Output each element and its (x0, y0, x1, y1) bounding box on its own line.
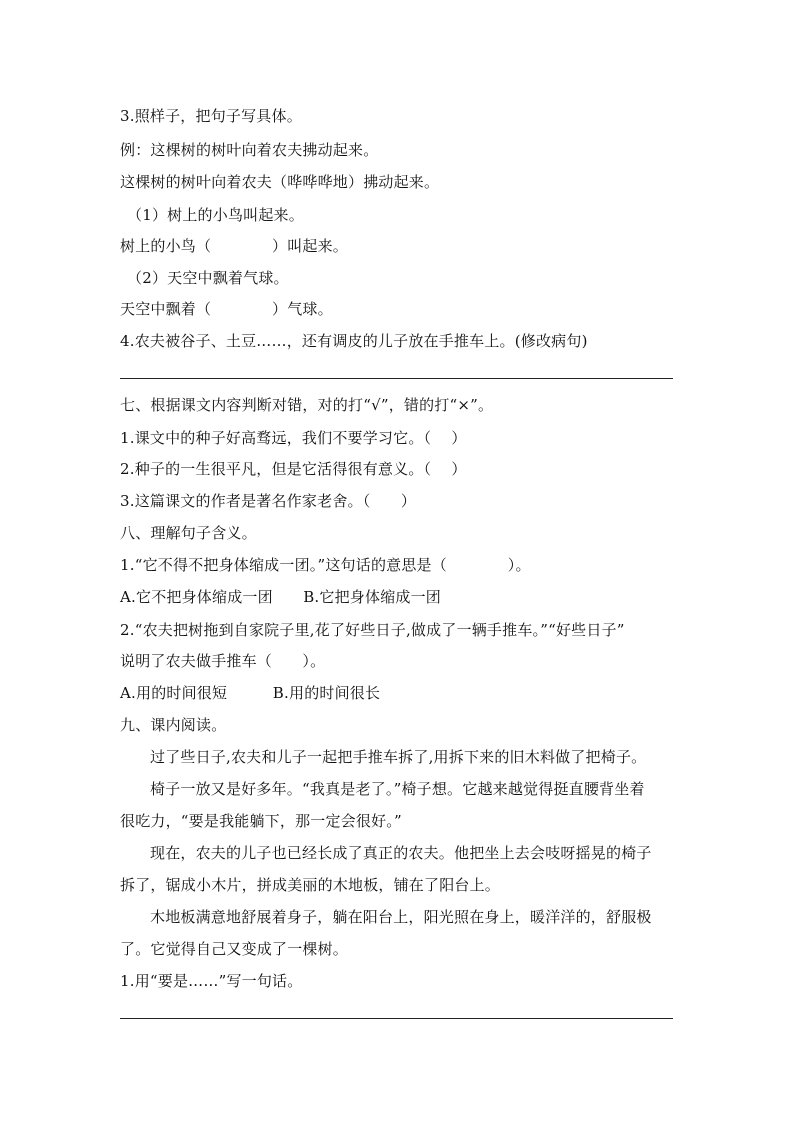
answer-line-2 (120, 1018, 673, 1019)
reading-paragraph-1: 过了些日子,农夫和儿子一起把手推车拆了,用拆下来的旧木料做了把椅子。 (150, 748, 647, 766)
sub-question-2-blank: 天空中飘着（ ）气球。 (120, 300, 333, 318)
question-4-correct-sentence: 4.农夫被谷子、土豆……，还有调皮的儿子放在手推车上。(修改病句) (120, 332, 588, 350)
meaning-question-1: 1.“它不得不把身体缩成一团。”这句话的意思是（ ）。 (120, 556, 531, 574)
reading-paragraph-4-cont: 了。它觉得自己又变成了一棵树。 (120, 940, 349, 958)
reading-paragraph-3: 现在，农夫的儿子也已经长成了真正的农夫。他把坐上去会吱呀摇晃的椅子 (150, 844, 652, 862)
meaning-question-2-options: A.用的时间很短 B.用的时间很长 (120, 684, 381, 702)
meaning-question-2-cont: 说明了农夫做手推车（ ）。 (120, 652, 326, 670)
section-7-heading: 七、根据课文内容判断对错，对的打“√”，错的打“×”。 (120, 396, 494, 414)
meaning-question-1-options: A.它不把身体缩成一团 B.它把身体缩成一团 (120, 588, 441, 606)
section-8-heading: 八、理解句子含义。 (120, 524, 257, 542)
reading-paragraph-2: 椅子一放又是好多年。“我真是老了。”椅子想。它越来越觉得挺直腰背坐着 (150, 780, 645, 798)
reading-paragraph-3-cont: 拆了，锯成小木片，拼成美丽的木地板，铺在了阳台上。 (120, 876, 501, 894)
sub-question-1: （1）树上的小鸟叫起来。 (127, 206, 304, 224)
example-sentence: 例：这棵树的树叶向着农夫拂动起来。 (120, 141, 379, 159)
example-expanded-sentence: 这棵树的树叶向着农夫（哗哗哗地）拂动起来。 (120, 173, 440, 191)
section-9-heading: 九、课内阅读。 (120, 716, 227, 734)
judge-item-2: 2.种子的一生很平凡，但是它活得很有意义。（ ） (120, 460, 467, 478)
sub-question-2: （2）天空中飘着气球。 (127, 269, 289, 287)
sub-question-1-blank: 树上的小鸟（ ）叫起来。 (120, 237, 349, 255)
judge-item-3: 3.这篇课文的作者是著名作家老舍。（ ） (120, 492, 417, 510)
answer-line-1 (120, 378, 673, 379)
reading-paragraph-4: 木地板满意地舒展着身子，躺在阳台上，阳光照在身上，暖洋洋的，舒服极 (150, 908, 652, 926)
judge-item-1: 1.课文中的种子好高骛远，我们不要学习它。（ ） (120, 429, 467, 447)
reading-paragraph-2-cont: 很吃力，“要是我能躺下，那一定会很好。” (120, 812, 402, 830)
question-3-heading: 3.照样子，把句子写具体。 (120, 107, 302, 125)
meaning-question-2: 2.“农夫把树拖到自家院子里,花了好些日子,做成了一辆手推车。”“好些日子” (120, 621, 625, 639)
reading-question-1: 1.用“要是……”写一句话。 (120, 972, 303, 990)
